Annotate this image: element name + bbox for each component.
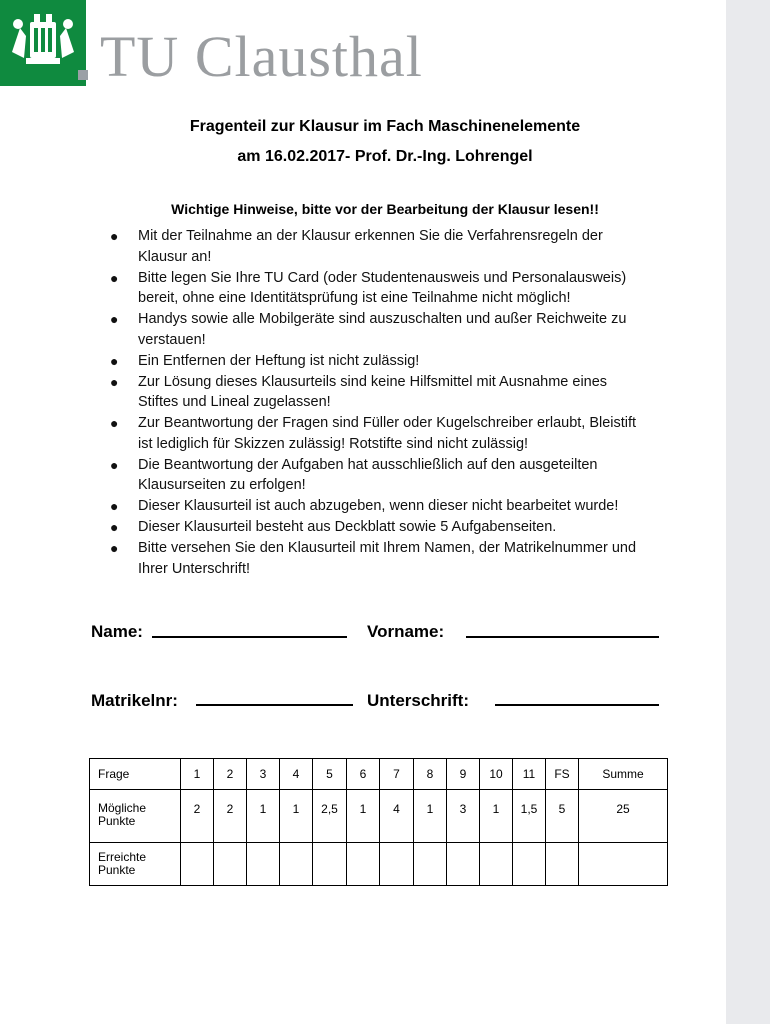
table-cell: 9 — [447, 759, 480, 790]
score-cell[interactable] — [447, 843, 480, 886]
table-cell: 1 — [247, 790, 280, 843]
coat-of-arms-icon — [0, 0, 86, 86]
table-row — [90, 759, 668, 790]
bullet-icon: ● — [110, 519, 119, 535]
table-cell: 10 — [480, 759, 513, 790]
list-item: ● Zur Beantwortung der Fragen sind Füller oder Kugelschreiber erlaubt, Bleistift ist lediglich für Skizzen zulässig! Rotstifte sind nicht zulässig! — [110, 415, 637, 452]
table-cell: 25 — [579, 790, 668, 843]
score-cell[interactable] — [480, 843, 513, 886]
instructions-list — [110, 226, 680, 580]
table-cell: 3 — [247, 759, 280, 790]
bullet-icon: ● — [110, 498, 119, 514]
table-cell: 1 — [280, 790, 313, 843]
score-cell[interactable] — [414, 843, 447, 886]
vorname-label: Vorname: — [367, 622, 445, 641]
logo-square-mark — [78, 70, 88, 80]
table-cell: 6 — [347, 759, 380, 790]
table-cell: 1 — [181, 759, 214, 790]
list-item: ● Dieser Klausurteil besteht aus Deckblatt sowie 5 Aufgabenseiten. — [110, 517, 680, 538]
list-item: ● Bitte versehen Sie den Klausurteil mit Ihrem Namen, der Matrikelnummer und Ihrer Unterschrift! — [110, 540, 637, 577]
bullet-icon: ● — [110, 415, 119, 431]
unterschrift-label: Unterschrift: — [367, 691, 470, 710]
list-item: ● Handys sowie alle Mobilgeräte sind auszuschalten und außer Reichweite zu verstauen! — [110, 311, 627, 348]
table-cell: 2 — [214, 790, 247, 843]
score-cell[interactable] — [380, 843, 414, 886]
score-cell[interactable] — [214, 843, 247, 886]
table-cell: 5 — [546, 790, 579, 843]
table-row-label: Mögliche Punkte — [90, 790, 181, 843]
score-cell[interactable] — [579, 843, 668, 886]
signature-field[interactable] — [495, 704, 659, 706]
matrikel-label: Matrikelnr: — [91, 691, 178, 710]
table-cell: 11 — [513, 759, 546, 790]
table-cell: FS — [546, 759, 579, 790]
exam-title: Fragenteil zur Klausur im Fach Maschinenelemente — [189, 118, 581, 135]
table-cell: 4 — [280, 759, 313, 790]
table-cell: 1 — [414, 790, 447, 843]
bullet-icon: ● — [110, 311, 119, 327]
points-table — [89, 758, 668, 886]
list-item: ● Dieser Klausurteil ist auch abzugeben, wenn dieser nicht bearbeitet wurde! — [110, 496, 680, 517]
table-cell: 1 — [480, 790, 513, 843]
list-item: ● Ein Entfernen der Heftung ist nicht zulässig! — [110, 351, 680, 372]
table-cell: 5 — [313, 759, 347, 790]
list-item: ● Die Beantwortung der Aufgaben hat ausschließlich auf den ausgeteilten Klausurseiten zu erfolgen! — [110, 456, 598, 493]
score-cell[interactable] — [247, 843, 280, 886]
table-cell: 8 — [414, 759, 447, 790]
vorname-field[interactable] — [466, 636, 659, 638]
instructions-heading: Wichtige Hinweise, bitte vor der Bearbeitung der Klausur lesen!! — [171, 201, 599, 217]
name-field[interactable] — [152, 636, 347, 638]
table-cell: 2,5 — [313, 790, 347, 843]
table-cell: 1 — [347, 790, 380, 843]
list-item: ● Bitte legen Sie Ihre TU Card (oder Studentenausweis und Personalausweis) bereit, ohne eine Identitätsprüfung ist eine Teilnahme nicht möglich! — [110, 269, 627, 306]
score-cell[interactable] — [313, 843, 347, 886]
score-cell[interactable] — [513, 843, 546, 886]
list-item: ● Mit der Teilnahme an der Klausur erkennen Sie die Verfahrensregeln der Klausur an! — [110, 228, 603, 265]
score-cell[interactable] — [347, 843, 380, 886]
bullet-icon: ● — [110, 373, 119, 390]
score-cell[interactable] — [181, 843, 214, 886]
table-cell: 1,5 — [513, 790, 546, 843]
matrikel-field[interactable] — [196, 704, 353, 706]
table-row — [90, 790, 668, 843]
table-row-label: Erreichte Punkte — [90, 843, 181, 886]
score-cell[interactable] — [546, 843, 579, 886]
table-cell: 4 — [380, 790, 414, 843]
table-cell: 2 — [214, 759, 247, 790]
bullet-icon: ● — [110, 228, 119, 244]
bullet-icon: ● — [110, 352, 119, 369]
table-cell: 7 — [380, 759, 414, 790]
bullet-icon: ● — [110, 269, 119, 286]
table-row-label: Frage — [90, 759, 181, 790]
university-name: TU Clausthal — [100, 24, 423, 89]
table-cell: 2 — [181, 790, 214, 843]
bullet-icon: ● — [110, 456, 119, 473]
university-logo — [0, 0, 86, 86]
table-cell: 3 — [447, 790, 480, 843]
list-item: ● Zur Lösung dieses Klausurteils sind keine Hilfsmittel mit Ausnahme eines Stiftes und Lineal zugelassen! — [110, 373, 608, 410]
bullet-icon: ● — [110, 540, 119, 556]
name-label: Name: — [91, 622, 143, 641]
table-cell: Summe — [579, 759, 668, 790]
table-row — [90, 843, 668, 886]
score-cell[interactable] — [280, 843, 313, 886]
exam-date-line: am 16.02.2017- Prof. Dr.-Ing. Lohrengel — [237, 148, 533, 165]
